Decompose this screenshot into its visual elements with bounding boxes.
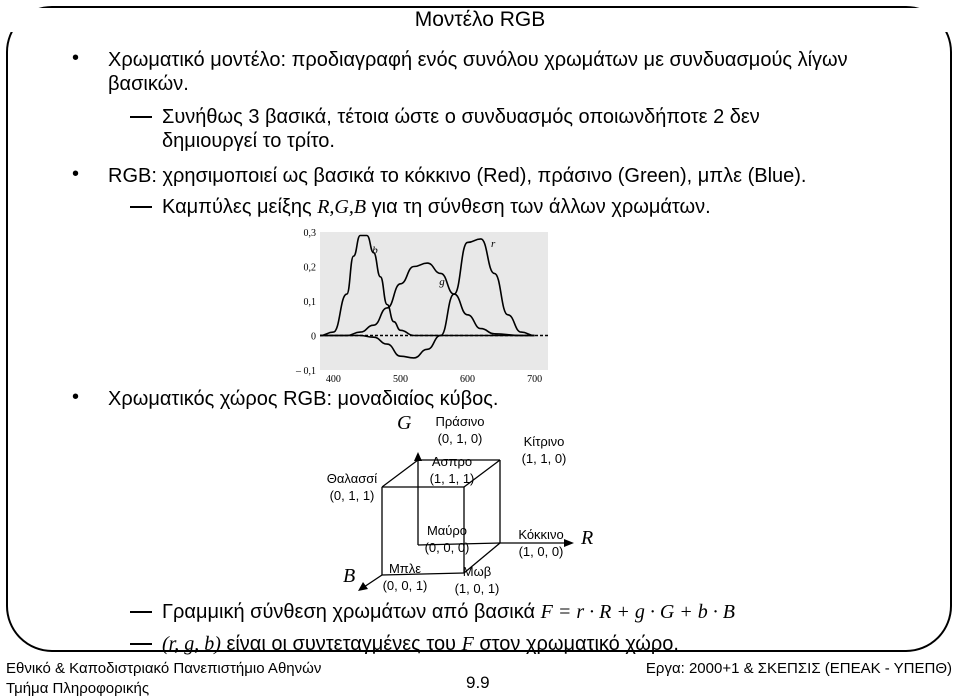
bullet-dot: • <box>72 47 80 69</box>
vertex-label-yellow: Κίτρινο (1, 1, 0) <box>521 434 567 466</box>
rgb-variables: R,G,B <box>317 196 367 218</box>
axis-label-r: R <box>581 527 594 549</box>
y-tick-label: – 0,1 <box>296 366 316 377</box>
footer-department: Τμήμα Πληροφορικής <box>6 680 150 697</box>
bullet-3: Χρωματικός χώρος RGB: μοναδιαίος κύβος. <box>108 388 499 410</box>
y-tick-label: 0,1 <box>303 297 316 308</box>
series-label-b: b <box>372 244 378 257</box>
bullet-3-sub-2: (r, g, b) είναι οι συντεταγμένες του F στον χρωματικό χώρο. <box>162 633 679 655</box>
vertex-label-white: Ασπρο (1, 1, 1) <box>429 454 475 486</box>
cube-edge <box>382 460 418 487</box>
bullet-dash <box>130 206 152 208</box>
bullet-2: RGB: χρησιμοποιεί ως βασικά το κόκκινο (Red), πράσινο (Green), μπλε (Blue). <box>108 165 807 187</box>
bullet-dash <box>130 116 152 118</box>
series-label-r: r <box>490 237 496 250</box>
vertex-label-black: Μαύρο (0, 0, 0) <box>424 523 470 555</box>
bullet-1: Χρωματικό μοντέλο: προδιαγραφή ενός συνόλου χρωμάτων με συνδυασμούς λίγων βασικών. <box>108 49 848 95</box>
linear-combination-formula: F = r · R + g · G + b · B <box>540 601 735 623</box>
bullet-dot: • <box>72 163 80 185</box>
axis-label-g: G <box>397 412 412 434</box>
x-tick-label: 700 <box>527 374 543 385</box>
axis-label-b: B <box>343 565 356 587</box>
vertex-label-cyan: Θαλασσί (0, 1, 1) <box>326 471 378 503</box>
bullet-dash <box>130 643 152 645</box>
y-tick-label: 0,2 <box>303 262 316 274</box>
slide-title: Μοντέλο RGB <box>0 8 960 32</box>
plot-area <box>320 232 548 370</box>
x-tick-label: 500 <box>392 374 408 385</box>
x-tick-label: 600 <box>460 374 476 385</box>
vertex-label-green: Πράσινο (0, 1, 0) <box>435 414 485 446</box>
vertex-label-blue: Μπλε (0, 0, 1) <box>382 561 428 593</box>
vertex-label-red: Κόκκινο (1, 0, 0) <box>518 527 564 559</box>
bullet-2-sub: Καμπύλες μείξης R,G,B για τη σύνθεση των άλλων χρωμάτων. <box>162 196 711 218</box>
vertex-label-magenta: Μωβ (1, 0, 1) <box>454 564 500 596</box>
x-tick-label: 400 <box>325 374 341 385</box>
footer-university: Εθνικό & Καποδιστριακό Πανεπιστήμιο Αθηνών <box>6 660 322 677</box>
bullet-3-sub-1: Γραμμική σύνθεση χρωμάτων από βασικά F = r · R + g · G + b · B <box>162 601 735 623</box>
color-matching-chart <box>270 220 560 390</box>
bullet-dot: • <box>72 386 80 408</box>
bullet-dash <box>130 611 152 613</box>
bullet-1-sub: Συνήθως 3 βασικά, τέτοια ώστε ο συνδυασμός οποιωνδήποτε 2 δεν δημιουργεί το τρίτο. <box>162 106 760 152</box>
series-label-g: g <box>439 276 445 289</box>
y-tick-label: 0 <box>311 331 316 343</box>
b-axis-arrow-icon <box>358 582 368 591</box>
y-tick-label: 0,3 <box>303 228 316 239</box>
footer-project: Εργα: 2000+1 & ΣΚΕΠΣΙΣ (ΕΠΕΑΚ - ΥΠΕΠΘ) <box>645 660 952 677</box>
page-number: 9.9 <box>466 673 490 692</box>
